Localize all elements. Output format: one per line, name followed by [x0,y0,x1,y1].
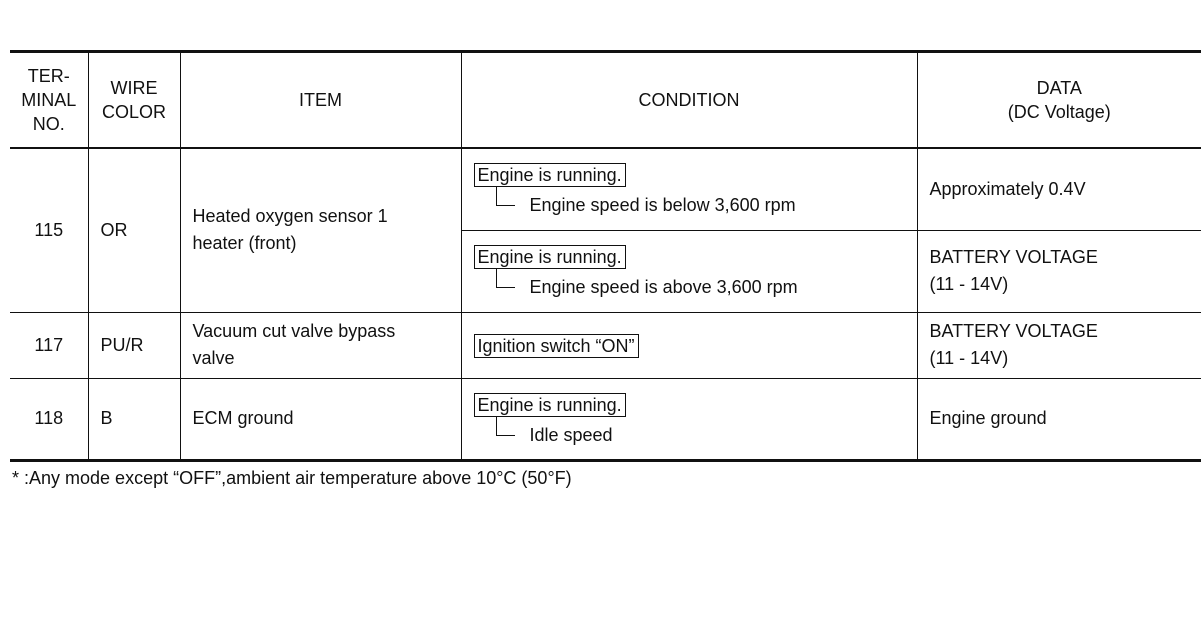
condition-cell [461,378,917,460]
condition-detail: Engine speed is below 3,600 rpm [474,193,917,217]
condition-state-box: Engine is running. [474,163,626,187]
ecm-terminal-table-container [10,50,1201,462]
item-description: Heated oxygen sensor 1 heater (front) [180,148,461,312]
wire-color: OR [88,148,180,312]
terminal-number: 117 [10,312,88,378]
table-row [10,378,1201,460]
condition-cell [461,312,917,378]
header-terminal-no: TER- MINAL NO. [10,52,88,149]
condition-state-box: Engine is running. [474,393,626,417]
table-header-row [10,52,1201,149]
header-data: DATA (DC Voltage) [917,52,1201,149]
condition-detail: Engine speed is above 3,600 rpm [474,275,917,299]
header-item: ITEM [180,52,461,149]
branch-connector-icon [496,416,515,436]
item-description: Vacuum cut valve bypass valve [180,312,461,378]
branch-connector-icon [496,268,515,288]
branch-connector-icon [496,186,515,206]
condition-state-box: Ignition switch “ON” [474,334,639,358]
terminal-number: 118 [10,378,88,460]
data-value: Engine ground [917,378,1201,460]
footnote: * :Any mode except “OFF”,ambient air temperature above 10°C (50°F) [12,468,572,488]
header-wire-color: WIRE COLOR [88,52,180,149]
data-value: BATTERY VOLTAGE (11 - 14V) [917,312,1201,378]
wire-color: PU/R [88,312,180,378]
wire-color: B [88,378,180,460]
condition-cell [461,230,917,312]
condition-cell [461,148,917,230]
ecm-terminal-table [10,50,1201,462]
header-condition: CONDITION [461,52,917,149]
data-value: BATTERY VOLTAGE (11 - 14V) [917,230,1201,312]
terminal-number: 115 [10,148,88,312]
condition-detail: Idle speed [474,423,917,447]
item-description: ECM ground [180,378,461,460]
table-row [10,148,1201,230]
data-value: Approximately 0.4V [917,148,1201,230]
table-row [10,312,1201,378]
condition-state-box: Engine is running. [474,245,626,269]
